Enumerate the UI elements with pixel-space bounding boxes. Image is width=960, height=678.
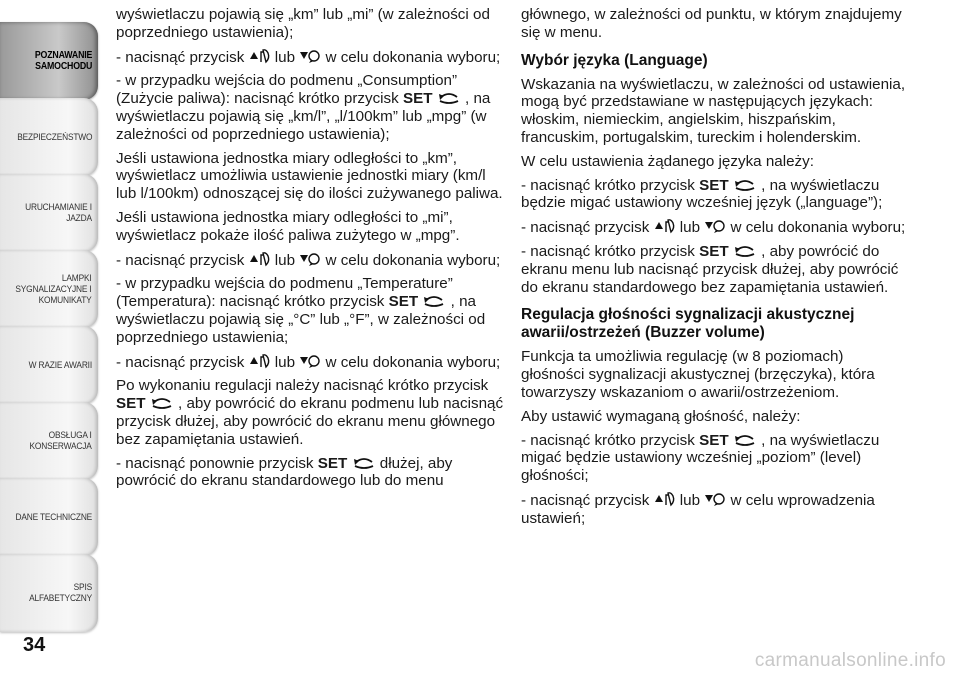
up-volume-icon <box>654 218 676 234</box>
down-voice-icon <box>299 251 321 267</box>
tab-label: OBSŁUGA I KONSERWACJA <box>29 430 92 452</box>
paragraph <box>116 6 504 42</box>
paragraph-text: , na wyświetlaczu pojawią się „km/l”, „l/100km” lub „mpg” (w zależności od poprzedniego ustawienia); <box>116 90 491 143</box>
paragraph-text: głównego, w zależności od punktu, w którym znajdujemy się w menu. <box>521 6 902 41</box>
set-label: SET <box>699 176 729 194</box>
set-label: SET <box>402 90 433 108</box>
chapter-tabs <box>0 0 100 678</box>
up-volume-icon <box>249 353 271 369</box>
paragraph-text: - w przypadku wejścia do podmenu „Consumption” (Zużycie paliwa): nacisnąć krótko przycisk <box>116 72 458 108</box>
down-voice-icon <box>704 218 726 234</box>
paragraph <box>521 491 909 528</box>
paragraph-text: lub <box>274 251 296 269</box>
set-label: SET <box>116 395 146 413</box>
paragraph-text: lub <box>679 491 701 509</box>
paragraph <box>116 353 504 372</box>
paragraph-text: - nacisnąć przycisk <box>521 219 650 237</box>
down-voice-icon <box>704 491 726 507</box>
tab-label: POZNAWANIE SAMOCHODU <box>34 50 92 72</box>
tab-label: BEZPIECZEŃSTWO <box>16 131 92 143</box>
paragraph-text: , na wyświetlaczu pojawią się „°C” lub „°F”, w zależności od poprzedniego ustawienia; <box>116 293 486 346</box>
paragraph-text: Po wykonaniu regulacji należy nacisnąć krótko przycisk <box>116 377 489 395</box>
paragraph <box>521 243 909 296</box>
tab-lampki-sygnalizacyjne[interactable] <box>0 250 98 328</box>
watermark: carmanualsonline.info <box>754 650 946 671</box>
paragraph-text: Jeśli ustawiona jednostka miary odległości to „km”, wyświetlacz umożliwia ustawienie jednostki miary (km/l lub l/100km) odnoszącej się do ilości zużywanego paliwa. <box>116 149 503 203</box>
paragraph-text: w celu dokonania wyboru; <box>730 219 906 237</box>
paragraph-text: , na wyświetlaczu będzie migać ustawiony wcześniej język („language”); <box>521 176 883 212</box>
section-heading-language: Wybór języka (Language) <box>521 51 708 69</box>
paragraph-text: lub <box>274 48 296 66</box>
page-number: 34 <box>23 634 46 656</box>
paragraph-text: - w przypadku wejścia do podmenu „Temperature” (Temperatura): nacisnąć krótko przycisk <box>116 275 453 311</box>
right-column <box>521 6 909 534</box>
paragraph-text: - nacisnąć krótko przycisk <box>521 431 695 449</box>
paragraph <box>116 455 504 491</box>
up-volume-icon <box>654 491 676 507</box>
set-label: SET <box>317 454 348 472</box>
section-heading-buzzer-volume: Regulacja głośności sygnalizacji akustycznej awarii/ostrzeżeń (Buzzer volume) <box>521 306 855 342</box>
paragraph-text: Funkcja ta umożliwia regulację (w 8 poziomach) głośności sygnalizacji akustycznej (brzęczyka), która towarzyszy wskazaniom o awarii/ostrzeżeniom. <box>521 348 875 401</box>
set-return-icon <box>733 178 757 192</box>
paragraph-text: w celu wprowadzenia ustawień; <box>521 491 875 527</box>
paragraph <box>116 209 504 245</box>
paragraph-text: Wskazania na wyświetlaczu, w zależności od ustawienia, mogą być przedstawiane w następujących językach: włoskim, niemieckim, angielskim, hiszpańskim, francuskim, portugalskim, tureckim i holenderskim. <box>521 75 906 146</box>
down-voice-icon <box>299 48 321 64</box>
tab-label: URUCHAMIANIE I JAZDA <box>25 202 92 224</box>
tab-uruchamianie-i-jazda[interactable] <box>0 174 98 252</box>
paragraph <box>116 72 504 143</box>
set-label: SET <box>699 431 729 449</box>
up-volume-icon <box>249 48 271 64</box>
down-voice-icon <box>299 353 321 369</box>
set-return-icon <box>150 396 174 410</box>
paragraph-text: wyświetlaczu pojawią się „km” lub „mi” (w zależności od poprzedniego ustawienia); <box>116 6 490 41</box>
paragraph-text: dłużej, aby powrócić do ekranu standardowego lub do menu <box>116 454 453 490</box>
paragraph-text: lub <box>274 353 296 371</box>
paragraph <box>116 150 504 203</box>
set-return-icon <box>437 91 461 105</box>
paragraph-text: - nacisnąć przycisk <box>521 491 650 509</box>
up-volume-icon <box>249 251 271 267</box>
set-return-icon <box>733 244 757 258</box>
paragraph-text: w celu dokonania wyboru; <box>325 353 501 371</box>
tab-label: DANE TECHNICZNE <box>15 511 92 523</box>
paragraph-text: - nacisnąć przycisk <box>116 353 245 371</box>
paragraph-text: Aby ustawić wymaganą głośność, należy: <box>521 407 801 425</box>
paragraph <box>116 377 504 448</box>
paragraph-text: - nacisnąć ponownie przycisk <box>116 454 314 472</box>
set-return-icon <box>422 294 446 308</box>
paragraph-text: , aby powrócić do ekranu menu lub nacisnąć przycisk dłużej, aby powrócić do ekranu standardowego bez zapamiętania ustawień. <box>521 242 899 296</box>
paragraph-text: , aby powrócić do ekranu podmenu lub nacisnąć przycisk dłużej, aby powrócić do ekranu menu głównego bez zapamiętania ustawień. <box>116 395 504 448</box>
paragraph-text: - nacisnąć przycisk <box>116 48 245 66</box>
paragraph-text: - nacisnąć krótko przycisk <box>521 242 695 260</box>
tab-poznawanie-samochodu[interactable] <box>0 22 98 100</box>
paragraph <box>116 275 504 346</box>
paragraph <box>521 153 909 171</box>
tab-spis-alfabetyczny[interactable] <box>0 554 98 632</box>
paragraph <box>521 6 909 42</box>
tab-w-razie-awarii[interactable] <box>0 326 98 404</box>
paragraph <box>116 48 504 67</box>
tab-label: W RAZIE AWARII <box>28 359 92 371</box>
paragraph-text: W celu ustawienia żądanego języka należy: <box>521 152 814 170</box>
tab-dane-techniczne[interactable] <box>0 478 98 556</box>
paragraph-text: lub <box>679 219 701 237</box>
set-return-icon <box>352 456 376 470</box>
paragraph-text: w celu dokonania wyboru; <box>325 251 501 269</box>
paragraph <box>521 432 909 485</box>
set-return-icon <box>733 433 757 447</box>
left-column <box>116 6 504 496</box>
paragraph <box>521 218 909 237</box>
paragraph-text: - nacisnąć przycisk <box>116 251 245 269</box>
paragraph-text: w celu dokonania wyboru; <box>325 48 501 66</box>
paragraph <box>116 251 504 270</box>
tab-label: SPIS ALFABETYCZNY <box>29 582 92 604</box>
tab-obsluga-i-konserwacja[interactable] <box>0 402 98 480</box>
set-label: SET <box>699 242 729 260</box>
paragraph <box>521 348 909 401</box>
paragraph-text: - nacisnąć krótko przycisk <box>521 176 695 194</box>
paragraph-text: , na wyświetlaczu migać będzie ustawiony wcześniej „poziom” (level) głośności; <box>521 431 880 485</box>
paragraph <box>521 408 909 426</box>
set-label: SET <box>388 293 419 311</box>
tab-bezpieczenstwo[interactable] <box>0 98 98 176</box>
tab-label: LAMPKI SYGNALIZACYJNE I KOMUNIKATY <box>15 272 92 306</box>
paragraph-text: Jeśli ustawiona jednostka miary odległości to „mi”, wyświetlacz pokaże ilość paliwa zużytego w „mpg”. <box>116 208 460 244</box>
paragraph <box>521 177 909 213</box>
paragraph <box>521 76 909 147</box>
